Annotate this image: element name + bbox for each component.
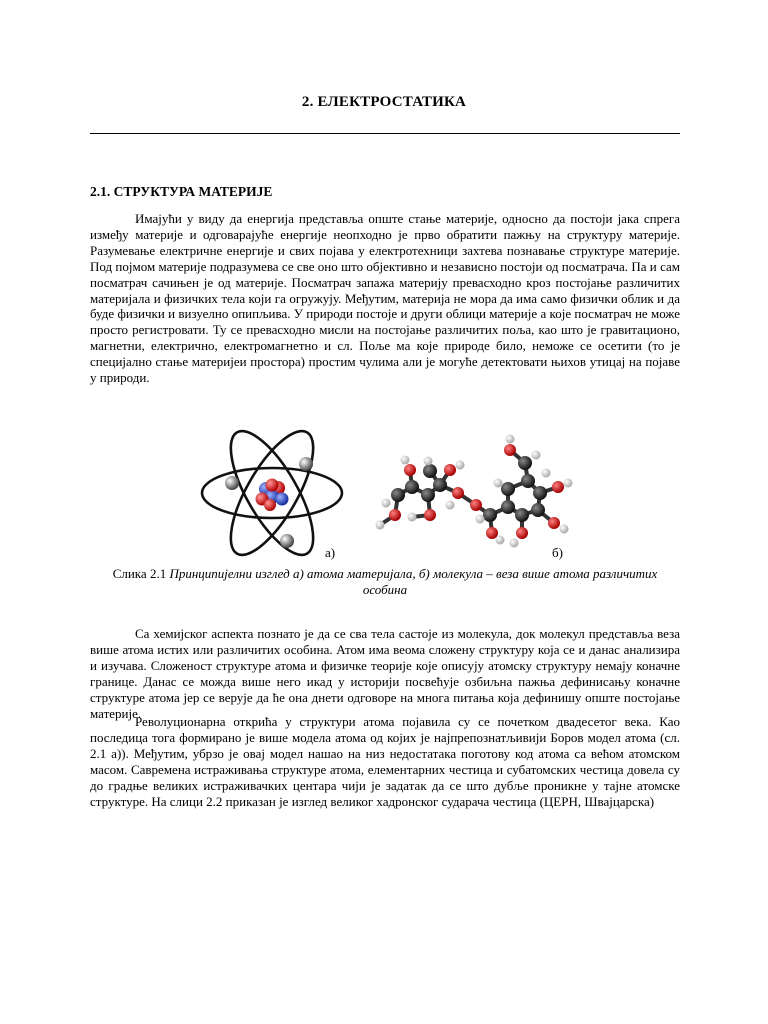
atom-model-illustration: [200, 415, 350, 565]
molecule-illustration: [350, 415, 600, 565]
figure-label-b: б): [552, 545, 563, 560]
caption-number: Слика 2.1: [112, 566, 167, 581]
caption-text: Принципијелни изглед а) атома материјала, б) молекула – веза више атома различитих особина: [169, 566, 658, 597]
paragraph-atom-molecule: Са хемијског аспекта познато је да се сва тела састоје из молекула, док молекул представља веза више атома истих или различитих особина. Атом има веома сложену структуру која се и данас анализира и изучава. Сложеност структуре атома и физичке теорије које описују атомску структуру немају коначне границе. Данас се можда више него икад у историји посвећује озбиљна пажња дефинисању коначне структуре атома јер се верује да ће она днети одговоре на многа питања која дефинишу опште постојање материје.: [90, 626, 680, 721]
paragraph-matter-structure: Имајући у виду да енергија представља опште стање материје, односно да постоји јака спрега између материје и одговарајуће енергије неопходно је прво обратити пажњу на структуру материје. Разумевање електричне енергије и свих појава у електротехници захтева познавање структуре материје. Под појмом материје подразумева се све оно што објективно и независно постоји од посматрача. Па и сам посматрач сачињен је од материје. Посматрач запажа материју превасходно кроз постојање различитих материјала и физичких тела који га огружују. Међутим, материја не мора да има само физички облик и да буде физички и визуелно опипљива. У природи постоје и други облици материје а које посматрач не може просто регистровати. Ту се превасходно мисли на постојање различитих поља, као што је гравитационо, магнетни, електрично, електромагнетно и сл. Поље ма које природе било, неможе се осетити (то је специјално стање материјеи простора) простим чулима али је могуће детектовати њихов утицај на појаве у природи.: [90, 211, 680, 386]
chapter-title: 2. ЕЛЕКТРОСТАТИКА: [301, 94, 467, 110]
paragraph-atom-discoveries: Револуционарна открића у структури атома појавила су се почетком двадесетог века. Као последица тога формирано је више модела атома од којих је најпрепознатљивији Боров модел атома (сл. 2.1 а)). Међутим, убрзо је овај модел нашао на низ недостатака поготову код атома са већом атомском масом. Савремена истраживања структуре атома, елементарних честица и субатомских честица довела су до градње великих истраживачких центара чији је задатак да се што дубље проникне у тајне атомске структуре. На слици 2.2 приказан је изглед великог хадронског сударача честица (ЦЕРН, Швајцарска): [90, 714, 680, 809]
section-title: 2.1. СТРУКТУРА МАТЕРИЈЕ: [90, 184, 273, 199]
figure-caption: [90, 566, 680, 598]
title-rule: [90, 133, 680, 134]
figure-label-a: а): [325, 545, 336, 560]
nucleus: [256, 479, 289, 512]
figure-atom-molecule: [185, 410, 605, 565]
